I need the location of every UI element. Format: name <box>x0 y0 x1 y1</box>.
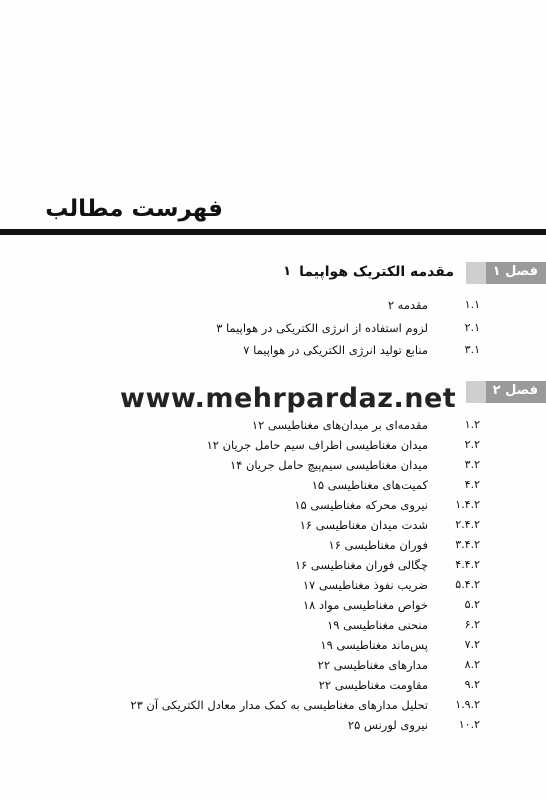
toc-entry[interactable] <box>0 418 546 438</box>
entry-text: شدت میدان مغناطیسی ۱۶ <box>299 518 428 532</box>
entry-number: ۸.۲ <box>464 658 480 671</box>
entry-number: ۲.۲ <box>464 438 480 451</box>
entry-number: ۳.۴.۲ <box>455 538 480 551</box>
entry-number: ۵.۲ <box>464 598 480 611</box>
entry-text: پس‌ماند مغناطیسی ۱۹ <box>320 638 428 652</box>
toc-entry[interactable] <box>0 438 546 458</box>
toc-entry[interactable] <box>0 678 546 698</box>
toc-entry[interactable] <box>0 638 546 658</box>
toc-entry[interactable] <box>0 618 546 638</box>
chapter-number-box <box>466 262 486 284</box>
toc-entry[interactable] <box>0 298 546 318</box>
toc-entry[interactable] <box>0 598 546 618</box>
entry-number: ۵.۴.۲ <box>455 578 480 591</box>
entry-number: ۱.۲ <box>464 418 480 431</box>
chapter-number-box <box>466 381 486 403</box>
entry-text: تحلیل مدارهای مغناطیسی به کمک مدار معادل الکتریکی آن ۲۳ <box>130 698 428 712</box>
entry-text: نیروی محرکه مغناطیسی ۱۵ <box>294 498 428 512</box>
entry-text: چگالی فوران مغناطیسی ۱۶ <box>294 558 428 572</box>
entry-text: فوران مغناطیسی ۱۶ <box>328 538 428 552</box>
toc-entry[interactable] <box>0 658 546 678</box>
entry-number: ۲.۴.۲ <box>455 518 480 531</box>
toc-entry[interactable] <box>0 458 546 478</box>
chapter-title: مقدمه الکتریک هواپیما <box>299 264 454 280</box>
entry-number: ۳.۱ <box>464 343 480 356</box>
entry-number: ۷.۲ <box>464 638 480 651</box>
toc-entry[interactable] <box>0 498 546 518</box>
entry-text: ضریب نفوذ مغناطیسی ۱۷ <box>302 578 428 592</box>
entry-number: ۹.۲ <box>464 678 480 691</box>
entry-text: منحنی مغناطیسی ۱۹ <box>327 618 428 632</box>
toc-entry[interactable] <box>0 343 546 363</box>
entry-number: ۶.۲ <box>464 618 480 631</box>
toc-entry[interactable] <box>0 518 546 538</box>
entry-text: خواص مغناطیسی مواد ۱۸ <box>302 598 428 612</box>
toc-entry[interactable] <box>0 478 546 498</box>
entry-text: میدان مغناطیسی سیم‌پیچ حامل جریان ۱۴ <box>229 458 428 472</box>
entry-text: لزوم استفاده از انرژی الکتریکی در هواپیما ۳ <box>216 321 428 335</box>
entry-number: ۴.۴.۲ <box>455 558 480 571</box>
entry-number: ۳.۲ <box>464 458 480 471</box>
chapter-label: فصل ۱ <box>492 264 538 279</box>
entry-text: کمیت‌های مغناطیسی ۱۵ <box>311 478 428 492</box>
entry-text: مقدمه‌ای بر میدان‌های مغناطیسی ۱۲ <box>251 418 428 432</box>
entry-number: ۲.۱ <box>464 321 480 334</box>
entry-text: میدان مغناطیسی اطراف سیم حامل جریان ۱۲ <box>206 438 428 452</box>
entry-text: نیروی لورنس ۲۵ <box>347 718 428 732</box>
title-rule <box>0 229 546 235</box>
toc-entry[interactable] <box>0 578 546 598</box>
entry-text: مدارهای مغناطیسی ۲۲ <box>317 658 428 672</box>
entry-number: ۱.۴.۲ <box>455 498 480 511</box>
chapter-label: فصل ۲ <box>492 383 538 398</box>
entry-text: منابع تولید انرژی الکتریکی در هواپیما ۷ <box>243 343 428 357</box>
entry-text: مقاومت مغناطیسی ۲۲ <box>318 678 428 692</box>
toc-entry[interactable] <box>0 698 546 718</box>
entry-number: ۱.۹.۲ <box>455 698 480 711</box>
entry-number: ۱۰.۲ <box>458 718 480 731</box>
entry-text: مقدمه ۲ <box>387 298 428 312</box>
chapter-1-header[interactable] <box>76 262 546 284</box>
toc-entry[interactable] <box>0 538 546 558</box>
toc-entry[interactable] <box>0 321 546 341</box>
watermark-text: www.mehrpardaz.net <box>120 383 457 414</box>
page-title: فهرست مطالب <box>45 196 223 222</box>
toc-entry[interactable] <box>0 558 546 578</box>
entry-number: ۴.۲ <box>464 478 480 491</box>
toc-entry[interactable] <box>0 718 546 738</box>
chapter-page: ۱ <box>283 264 291 279</box>
entry-number: ۱.۱ <box>464 298 480 311</box>
